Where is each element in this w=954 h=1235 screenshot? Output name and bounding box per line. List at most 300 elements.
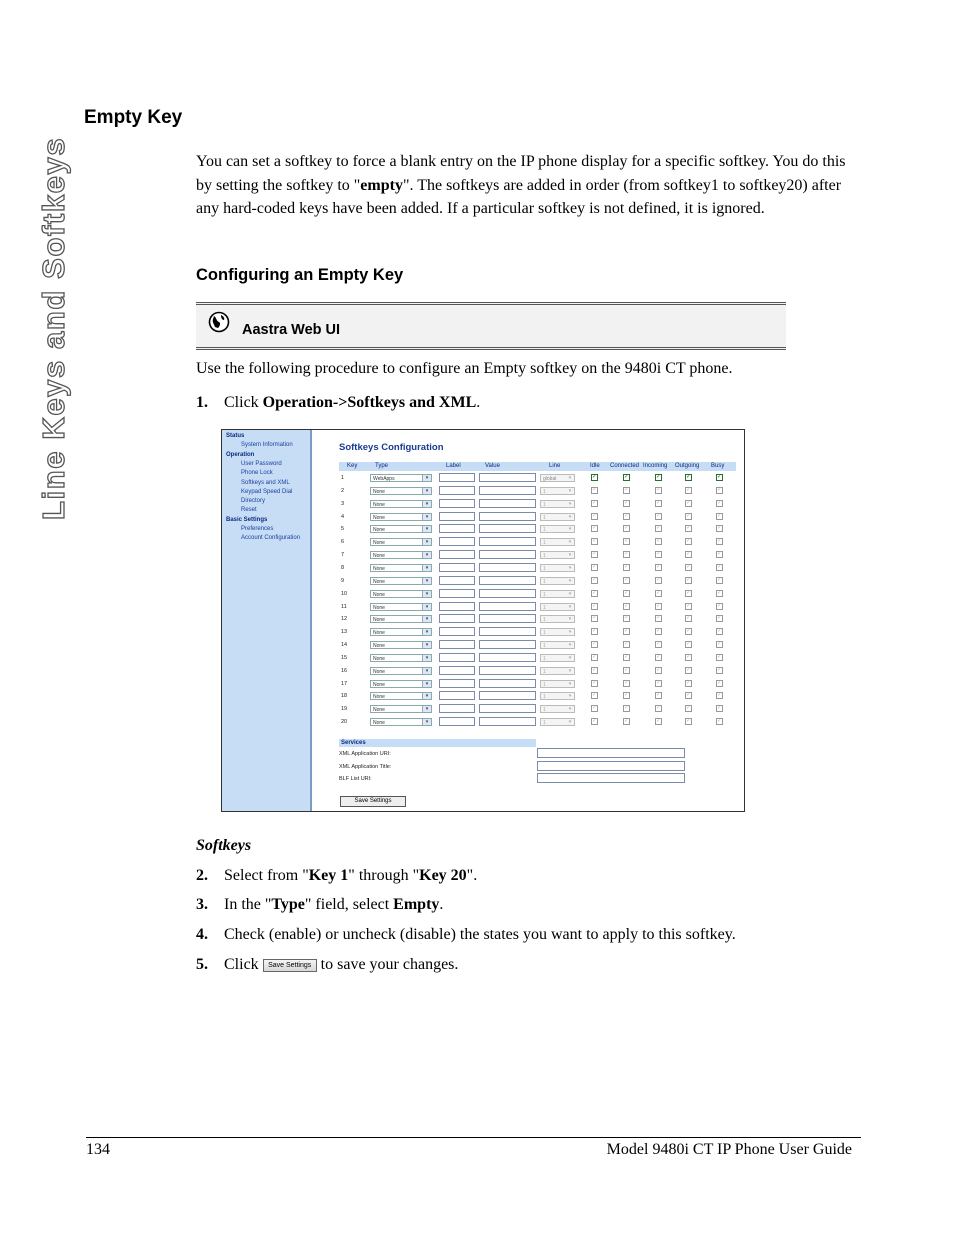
guide-title: Model 9480i CT IP Phone User Guide bbox=[606, 1141, 852, 1158]
label-input[interactable] bbox=[439, 653, 475, 662]
state-checkbox[interactable]: ✓ bbox=[686, 512, 692, 519]
state-checkbox[interactable]: ✓ bbox=[717, 705, 723, 712]
step-text: " field, select bbox=[304, 896, 394, 913]
label-input[interactable] bbox=[439, 614, 475, 623]
softkey-row bbox=[339, 679, 739, 690]
state-checkbox[interactable]: ✓ bbox=[656, 602, 662, 609]
state-checkbox[interactable]: ✓ bbox=[686, 538, 692, 545]
value-input[interactable] bbox=[479, 512, 536, 521]
line-select: 1 ▾ bbox=[540, 680, 575, 688]
key-number: 12 bbox=[341, 616, 348, 623]
chevron-down-icon: ▾ bbox=[568, 539, 572, 546]
chevron-down-icon: ▾ bbox=[422, 578, 431, 584]
state-checkbox[interactable]: ✓ bbox=[656, 705, 662, 712]
type-select[interactable]: None ▾ bbox=[370, 487, 432, 495]
value-input[interactable] bbox=[479, 499, 536, 508]
softkey-row bbox=[339, 691, 739, 702]
softkey-row bbox=[339, 589, 739, 600]
nav-group-label: Operation bbox=[226, 451, 255, 458]
state-checkbox[interactable]: ✓ bbox=[592, 512, 598, 519]
label-input[interactable] bbox=[439, 589, 475, 598]
step-number: 5. bbox=[196, 956, 208, 973]
nav-link[interactable]: Phone Lock bbox=[241, 470, 273, 477]
type-select[interactable]: None ▾ bbox=[370, 654, 432, 662]
chevron-down-icon: ▾ bbox=[568, 577, 572, 584]
service-input[interactable] bbox=[537, 773, 685, 783]
line-select: 1 ▾ bbox=[540, 551, 575, 559]
softkey-row bbox=[339, 576, 739, 587]
chevron-down-icon: ▾ bbox=[568, 590, 572, 597]
softkey-row bbox=[339, 499, 739, 510]
state-checkbox[interactable]: ✓ bbox=[656, 486, 662, 493]
type-select[interactable]: None ▾ bbox=[370, 500, 432, 508]
softkey-row bbox=[339, 563, 739, 574]
column-header: Line bbox=[549, 463, 561, 469]
state-checkbox[interactable]: ✓ bbox=[592, 615, 598, 622]
line-select: 1 ▾ bbox=[540, 615, 575, 623]
state-checkbox[interactable]: ✓ bbox=[656, 692, 662, 699]
state-checkbox[interactable]: ✓ bbox=[624, 705, 630, 712]
line-select: 1 ▾ bbox=[540, 654, 575, 662]
type-select[interactable]: None ▾ bbox=[370, 525, 432, 533]
state-checkbox[interactable]: ✓ bbox=[686, 602, 692, 609]
value-input[interactable] bbox=[479, 653, 536, 662]
state-checkbox[interactable]: ✓ bbox=[592, 474, 598, 480]
chevron-down-icon: ▾ bbox=[422, 693, 431, 699]
state-checkbox[interactable]: ✓ bbox=[624, 692, 630, 699]
state-checkbox[interactable]: ✓ bbox=[717, 692, 723, 699]
key-number: 20 bbox=[341, 719, 348, 726]
key-number: 18 bbox=[341, 693, 348, 700]
chevron-down-icon: ▾ bbox=[568, 654, 572, 661]
state-checkbox[interactable]: ✓ bbox=[686, 705, 692, 712]
type-select[interactable]: None ▾ bbox=[370, 718, 432, 726]
state-checkbox[interactable]: ✓ bbox=[686, 653, 692, 660]
value-input[interactable] bbox=[479, 717, 536, 726]
type-select[interactable]: None ▾ bbox=[370, 705, 432, 713]
state-checkbox[interactable]: ✓ bbox=[656, 666, 662, 673]
state-checkbox[interactable]: ✓ bbox=[656, 563, 662, 570]
step-3 bbox=[196, 896, 443, 914]
softkey-row bbox=[339, 524, 739, 535]
service-input[interactable] bbox=[537, 761, 685, 771]
line-select: 1 ▾ bbox=[540, 487, 575, 495]
state-checkbox[interactable]: ✓ bbox=[592, 589, 598, 596]
state-checkbox[interactable]: ✓ bbox=[717, 653, 723, 660]
state-checkbox[interactable]: ✓ bbox=[624, 589, 630, 596]
state-checkbox[interactable]: ✓ bbox=[624, 512, 630, 519]
state-checkbox[interactable]: ✓ bbox=[717, 615, 723, 622]
web-ui-banner bbox=[196, 302, 786, 350]
chevron-down-icon: ▾ bbox=[422, 475, 431, 481]
softkey-row bbox=[339, 473, 739, 484]
chevron-down-icon: ▾ bbox=[422, 616, 431, 622]
label-input[interactable] bbox=[439, 499, 475, 508]
key-number: 1 bbox=[341, 475, 345, 481]
type-select[interactable]: None ▾ bbox=[370, 615, 432, 623]
chevron-down-icon: ▾ bbox=[422, 604, 431, 610]
type-select[interactable]: None ▾ bbox=[370, 628, 432, 636]
chevron-down-icon: ▾ bbox=[568, 603, 572, 610]
state-checkbox[interactable]: ✓ bbox=[717, 499, 723, 506]
state-checkbox[interactable]: ✓ bbox=[624, 718, 630, 725]
chevron-down-icon: ▾ bbox=[568, 526, 572, 533]
state-checkbox[interactable]: ✓ bbox=[592, 551, 598, 558]
chevron-down-icon: ▾ bbox=[568, 487, 572, 494]
state-checkbox[interactable]: ✓ bbox=[717, 718, 723, 725]
section-heading: Empty Key bbox=[84, 107, 183, 128]
state-checkbox[interactable]: ✓ bbox=[624, 666, 630, 673]
chevron-down-icon: ▾ bbox=[422, 591, 431, 597]
step-text: . bbox=[476, 394, 481, 411]
state-checkbox[interactable]: ✓ bbox=[592, 602, 598, 609]
key-number: 11 bbox=[341, 603, 347, 610]
label-input[interactable] bbox=[439, 473, 475, 482]
state-checkbox[interactable]: ✓ bbox=[624, 551, 630, 558]
line-select: 1 ▾ bbox=[540, 525, 575, 533]
line-select: 1 ▾ bbox=[540, 718, 575, 726]
label-input[interactable] bbox=[439, 640, 475, 649]
chevron-down-icon: ▾ bbox=[422, 668, 431, 674]
step-bold: Empty bbox=[393, 896, 440, 913]
inline-save-settings-button: Save Settings bbox=[263, 959, 317, 972]
state-checkbox[interactable]: ✓ bbox=[686, 551, 692, 558]
chevron-down-icon: ▾ bbox=[422, 501, 431, 507]
key-number: 7 bbox=[341, 552, 345, 559]
value-input[interactable] bbox=[479, 589, 536, 598]
nav-link[interactable]: Account Configuration bbox=[241, 535, 301, 542]
state-checkbox[interactable]: ✓ bbox=[656, 551, 662, 558]
state-checkbox[interactable]: ✓ bbox=[717, 563, 723, 570]
page-number: 134 bbox=[86, 1141, 110, 1158]
value-input[interactable] bbox=[479, 537, 536, 546]
state-checkbox[interactable]: ✓ bbox=[686, 692, 692, 699]
key-number: 5 bbox=[341, 526, 345, 533]
value-input[interactable] bbox=[479, 666, 536, 675]
nav-group-label: Status bbox=[226, 433, 245, 439]
state-checkbox[interactable]: ✓ bbox=[686, 666, 692, 673]
state-checkbox[interactable]: ✓ bbox=[624, 576, 630, 583]
state-checkbox[interactable]: ✓ bbox=[592, 692, 598, 699]
line-select: 1 ▾ bbox=[540, 538, 575, 546]
softkey-row bbox=[339, 640, 739, 651]
state-checkbox[interactable]: ✓ bbox=[624, 653, 630, 660]
state-checkbox[interactable]: ✓ bbox=[656, 499, 662, 506]
key-number: 13 bbox=[341, 629, 348, 636]
line-select: 1 ▾ bbox=[540, 564, 575, 572]
state-checkbox[interactable]: ✓ bbox=[656, 538, 662, 545]
type-select[interactable]: None ▾ bbox=[370, 641, 432, 649]
state-checkbox[interactable]: ✓ bbox=[624, 486, 630, 493]
save-settings-button[interactable]: Save Settings bbox=[340, 796, 406, 807]
state-checkbox[interactable]: ✓ bbox=[624, 641, 630, 648]
key-number: 10 bbox=[341, 590, 348, 597]
column-header: Outgoing bbox=[675, 463, 700, 469]
step-bold: Key 20 bbox=[419, 867, 467, 884]
state-checkbox[interactable]: ✓ bbox=[656, 679, 662, 686]
state-checkbox[interactable]: ✓ bbox=[624, 499, 630, 506]
side-chapter-title: Line Keys and Softkeys bbox=[36, 136, 71, 520]
chevron-down-icon: ▾ bbox=[568, 500, 572, 507]
state-checkbox[interactable]: ✓ bbox=[717, 589, 723, 596]
value-input[interactable] bbox=[479, 679, 536, 688]
state-checkbox[interactable]: ✓ bbox=[686, 615, 692, 622]
chevron-down-icon: ▾ bbox=[568, 719, 572, 726]
line-select: 1 ▾ bbox=[540, 667, 575, 675]
state-checkbox[interactable]: ✓ bbox=[656, 525, 662, 532]
value-input[interactable] bbox=[479, 576, 536, 585]
globe-icon bbox=[208, 311, 230, 333]
intro-text-1: You can set a softkey to force a blank entry on the IP phone display for a specific softkey. You do this by setting the softkey to " bbox=[196, 153, 846, 194]
intro-bold: empty bbox=[360, 176, 403, 194]
value-input[interactable] bbox=[479, 704, 536, 713]
state-checkbox[interactable]: ✓ bbox=[592, 576, 598, 583]
label-input[interactable] bbox=[439, 512, 475, 521]
procedure-text: Use the following procedure to configure an Empty softkey on the 9480i CT phone. bbox=[196, 360, 733, 377]
step-number: 2. bbox=[196, 867, 208, 884]
value-input[interactable] bbox=[479, 627, 536, 636]
value-input[interactable] bbox=[479, 563, 536, 572]
chevron-down-icon: ▾ bbox=[568, 513, 572, 520]
step-text: In the " bbox=[224, 896, 272, 913]
state-checkbox[interactable]: ✓ bbox=[717, 576, 723, 583]
step-text: " through " bbox=[348, 867, 420, 884]
chevron-down-icon: ▾ bbox=[568, 475, 572, 481]
softkeys-caption: Softkeys bbox=[196, 837, 252, 854]
state-checkbox[interactable]: ✓ bbox=[592, 666, 598, 673]
state-checkbox[interactable]: ✓ bbox=[656, 628, 662, 635]
key-number: 19 bbox=[341, 706, 348, 713]
step-text: . bbox=[439, 896, 444, 913]
state-checkbox[interactable]: ✓ bbox=[592, 679, 598, 686]
step-text: Click bbox=[224, 956, 259, 973]
type-select[interactable]: None ▾ bbox=[370, 564, 432, 572]
state-checkbox[interactable]: ✓ bbox=[592, 718, 598, 725]
label-input[interactable] bbox=[439, 666, 475, 675]
step-text: Check (enable) or uncheck (disable) the states you want to apply to this softkey. bbox=[224, 926, 736, 943]
column-header: Label bbox=[446, 463, 461, 469]
state-checkbox[interactable]: ✓ bbox=[686, 679, 692, 686]
state-checkbox[interactable]: ✓ bbox=[592, 705, 598, 712]
type-select[interactable]: None ▾ bbox=[370, 667, 432, 675]
step-2 bbox=[196, 867, 477, 885]
step-5 bbox=[196, 956, 458, 974]
line-select: 1 ▾ bbox=[540, 603, 575, 611]
services-heading: Services bbox=[339, 739, 536, 747]
state-checkbox[interactable]: ✓ bbox=[624, 602, 630, 609]
nav-link[interactable]: Directory bbox=[241, 498, 266, 505]
state-checkbox[interactable]: ✓ bbox=[592, 525, 598, 532]
state-checkbox[interactable]: ✓ bbox=[656, 615, 662, 622]
line-select: 1 ▾ bbox=[540, 705, 575, 713]
state-checkbox[interactable]: ✓ bbox=[686, 525, 692, 532]
label-input[interactable] bbox=[439, 679, 475, 688]
state-checkbox[interactable]: ✓ bbox=[717, 679, 723, 686]
state-checkbox[interactable]: ✓ bbox=[686, 474, 692, 480]
label-input[interactable] bbox=[439, 486, 475, 495]
state-checkbox[interactable]: ✓ bbox=[624, 628, 630, 635]
chevron-down-icon: ▾ bbox=[568, 680, 572, 687]
step-number: 4. bbox=[196, 926, 208, 943]
chevron-down-icon: ▾ bbox=[422, 526, 431, 532]
nav-link[interactable]: Keypad Speed Dial bbox=[241, 488, 293, 495]
step-text: ". bbox=[466, 867, 478, 884]
state-checkbox[interactable]: ✓ bbox=[592, 653, 598, 660]
state-checkbox[interactable]: ✓ bbox=[656, 474, 662, 480]
state-checkbox[interactable]: ✓ bbox=[592, 538, 598, 545]
state-checkbox[interactable]: ✓ bbox=[717, 641, 723, 648]
chevron-down-icon: ▾ bbox=[568, 552, 572, 559]
state-checkbox[interactable]: ✓ bbox=[656, 718, 662, 725]
step-text: Click bbox=[224, 394, 263, 411]
state-checkbox[interactable]: ✓ bbox=[592, 486, 598, 493]
state-checkbox[interactable]: ✓ bbox=[624, 538, 630, 545]
state-checkbox[interactable]: ✓ bbox=[656, 512, 662, 519]
state-checkbox[interactable]: ✓ bbox=[686, 589, 692, 596]
softkey-row bbox=[339, 512, 739, 523]
type-select[interactable]: None ▾ bbox=[370, 538, 432, 546]
value-input[interactable] bbox=[479, 473, 536, 482]
column-header: Busy bbox=[711, 463, 725, 469]
softkey-row bbox=[339, 550, 739, 561]
nav-link[interactable]: User Password bbox=[241, 460, 282, 467]
state-checkbox[interactable]: ✓ bbox=[656, 641, 662, 648]
state-checkbox[interactable]: ✓ bbox=[686, 486, 692, 493]
service-label: BLF List URI: bbox=[339, 776, 372, 782]
step-text: Select from " bbox=[224, 867, 309, 884]
label-input[interactable] bbox=[439, 627, 475, 636]
label-input[interactable] bbox=[439, 717, 475, 726]
chevron-down-icon: ▾ bbox=[568, 616, 572, 623]
state-checkbox[interactable]: ✓ bbox=[624, 525, 630, 532]
label-input[interactable] bbox=[439, 704, 475, 713]
state-checkbox[interactable]: ✓ bbox=[717, 525, 723, 532]
step-number: 1. bbox=[196, 394, 208, 411]
state-checkbox[interactable]: ✓ bbox=[624, 615, 630, 622]
state-checkbox[interactable]: ✓ bbox=[717, 538, 723, 545]
label-input[interactable] bbox=[439, 524, 475, 533]
line-select: 1 ▾ bbox=[540, 513, 575, 521]
value-input[interactable] bbox=[479, 524, 536, 533]
type-select[interactable]: None ▾ bbox=[370, 551, 432, 559]
label-input[interactable] bbox=[439, 602, 475, 611]
type-select[interactable]: None ▾ bbox=[370, 577, 432, 585]
type-select[interactable]: None ▾ bbox=[370, 590, 432, 598]
nav-link[interactable]: Softkeys and XML bbox=[241, 479, 290, 486]
state-checkbox[interactable]: ✓ bbox=[686, 576, 692, 583]
state-checkbox[interactable]: ✓ bbox=[717, 628, 723, 635]
footer-rule bbox=[86, 1137, 861, 1138]
step-bold: Key 1 bbox=[308, 867, 349, 884]
state-checkbox[interactable]: ✓ bbox=[592, 628, 598, 635]
chevron-down-icon: ▾ bbox=[568, 629, 572, 636]
service-input[interactable] bbox=[537, 748, 685, 758]
state-checkbox[interactable]: ✓ bbox=[686, 718, 692, 725]
value-input[interactable] bbox=[479, 486, 536, 495]
state-checkbox[interactable]: ✓ bbox=[624, 563, 630, 570]
softkey-row bbox=[339, 717, 739, 728]
softkey-row bbox=[339, 537, 739, 548]
value-input[interactable] bbox=[479, 691, 536, 700]
state-checkbox[interactable]: ✓ bbox=[717, 512, 723, 519]
state-checkbox[interactable]: ✓ bbox=[592, 641, 598, 648]
state-checkbox[interactable]: ✓ bbox=[717, 486, 723, 493]
state-checkbox[interactable]: ✓ bbox=[717, 666, 723, 673]
state-checkbox[interactable]: ✓ bbox=[592, 563, 598, 570]
intro-paragraph bbox=[196, 150, 858, 221]
softkey-row bbox=[339, 627, 739, 638]
softkey-row bbox=[339, 486, 739, 497]
column-header: Value bbox=[485, 463, 500, 469]
state-checkbox[interactable]: ✓ bbox=[592, 499, 598, 506]
chevron-down-icon: ▾ bbox=[422, 629, 431, 635]
screenshot-title: Softkeys Configuration bbox=[339, 442, 444, 453]
nav-link[interactable]: System Information bbox=[241, 442, 293, 449]
nav-link[interactable]: Preferences bbox=[241, 526, 274, 532]
step-1 bbox=[196, 394, 480, 412]
chevron-down-icon: ▾ bbox=[568, 642, 572, 649]
key-number: 14 bbox=[341, 642, 348, 649]
step-bold: Operation->Softkeys and XML bbox=[262, 394, 477, 411]
column-header: Key bbox=[347, 463, 358, 469]
state-checkbox[interactable]: ✓ bbox=[717, 551, 723, 558]
state-checkbox[interactable]: ✓ bbox=[624, 474, 630, 480]
key-number: 15 bbox=[341, 654, 348, 661]
label-input[interactable] bbox=[439, 563, 475, 572]
type-select[interactable]: WebApps ▾ bbox=[370, 474, 432, 482]
line-select: 1 ▾ bbox=[540, 628, 575, 636]
value-input[interactable] bbox=[479, 640, 536, 649]
label-input[interactable] bbox=[439, 576, 475, 585]
key-number: 17 bbox=[341, 680, 348, 687]
value-input[interactable] bbox=[479, 614, 536, 623]
label-input[interactable] bbox=[439, 691, 475, 700]
chevron-down-icon: ▾ bbox=[568, 693, 572, 700]
nav-link[interactable]: Reset bbox=[241, 507, 257, 514]
chevron-down-icon: ▾ bbox=[422, 706, 431, 712]
state-checkbox[interactable]: ✓ bbox=[624, 679, 630, 686]
chevron-down-icon: ▾ bbox=[422, 552, 431, 558]
column-header-row bbox=[339, 462, 736, 471]
chevron-down-icon: ▾ bbox=[422, 642, 431, 648]
type-select[interactable]: None ▾ bbox=[370, 513, 432, 521]
state-checkbox[interactable]: ✓ bbox=[686, 563, 692, 570]
line-select: 1 ▾ bbox=[540, 577, 575, 585]
key-number: 16 bbox=[341, 667, 348, 674]
state-checkbox[interactable]: ✓ bbox=[717, 474, 723, 480]
value-input[interactable] bbox=[479, 602, 536, 611]
type-select[interactable]: None ▾ bbox=[370, 603, 432, 611]
chevron-down-icon: ▾ bbox=[422, 681, 431, 687]
key-number: 8 bbox=[341, 564, 345, 571]
state-checkbox[interactable]: ✓ bbox=[656, 576, 662, 583]
state-checkbox[interactable]: ✓ bbox=[656, 589, 662, 596]
label-input[interactable] bbox=[439, 550, 475, 559]
column-header: Type bbox=[375, 463, 389, 469]
state-checkbox[interactable]: ✓ bbox=[686, 499, 692, 506]
state-checkbox[interactable]: ✓ bbox=[656, 653, 662, 660]
type-select[interactable]: None ▾ bbox=[370, 680, 432, 688]
state-checkbox[interactable]: ✓ bbox=[686, 628, 692, 635]
state-checkbox[interactable]: ✓ bbox=[686, 641, 692, 648]
value-input[interactable] bbox=[479, 550, 536, 559]
type-select[interactable]: None ▾ bbox=[370, 692, 432, 700]
state-checkbox[interactable]: ✓ bbox=[717, 602, 723, 609]
chevron-down-icon: ▾ bbox=[568, 564, 572, 571]
service-label: XML Application URI: bbox=[339, 751, 391, 757]
softkey-row bbox=[339, 602, 739, 613]
label-input[interactable] bbox=[439, 537, 475, 546]
